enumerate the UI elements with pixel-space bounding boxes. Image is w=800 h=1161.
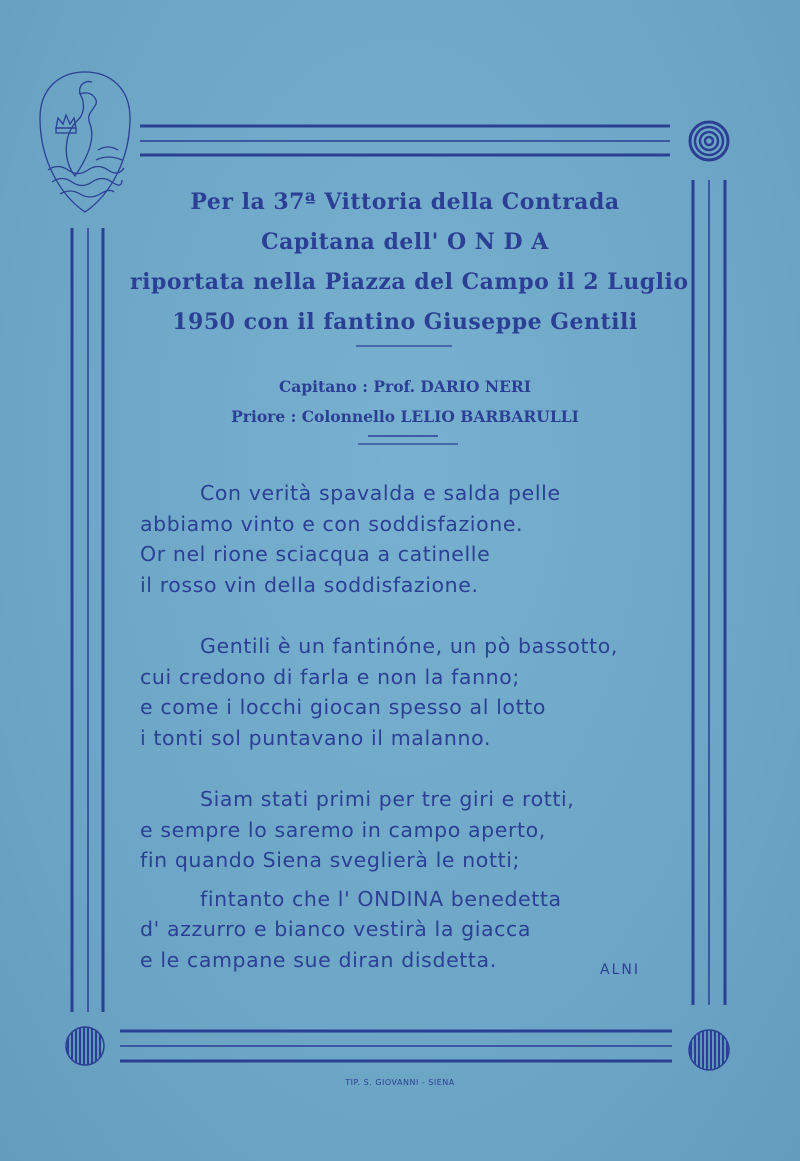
poem-signature: ALNI bbox=[600, 962, 640, 978]
officials-separator bbox=[358, 436, 458, 444]
poem-stanza-2 bbox=[140, 631, 680, 753]
poem-line: e sempre lo saremo in campo aperto, bbox=[140, 817, 546, 842]
poem-line: i tonti sol puntavano il malanno. bbox=[140, 725, 491, 750]
rosette-top-right-icon bbox=[690, 122, 728, 160]
poem-line: e come i locchi giocan spesso al lotto bbox=[140, 695, 546, 719]
poem-line: Siam stati primi per tre giri e rotti, bbox=[200, 787, 575, 811]
prior-line: Priore : Colonnello LELIO BARBARULLI bbox=[231, 407, 579, 426]
poem-line: Or nel rione sciacqua a catinelle bbox=[140, 542, 491, 566]
poem-line: Con verità spavalda e salda pelle bbox=[200, 481, 561, 505]
poem-line: d' azzurro e bianco vestirà la giacca bbox=[140, 917, 532, 941]
right-rules bbox=[693, 180, 725, 1005]
poem-line: abbiamo vinto e con soddisfazione. bbox=[140, 511, 524, 536]
contrada-onda-crest-icon bbox=[40, 72, 130, 212]
striped-disc-bottom-right-icon bbox=[689, 1024, 729, 1076]
poem-stanza-3 bbox=[140, 784, 680, 876]
poem bbox=[140, 478, 680, 1006]
striped-disc-bottom-left-icon bbox=[66, 1020, 104, 1072]
heading-line: Capitana dell' O N D A bbox=[261, 229, 549, 255]
poem-line: Gentili è un fantinóne, un pò bassotto, bbox=[200, 634, 619, 658]
poem-stanza-1 bbox=[140, 478, 680, 600]
bottom-rules bbox=[120, 1031, 672, 1061]
left-rules bbox=[72, 228, 103, 1012]
poem-line: cui credono di farla e non la fanno; bbox=[140, 664, 520, 689]
poem-line: fin quando Siena sveglierà le notti; bbox=[140, 848, 521, 872]
heading-line: Per la 37ª Vittoria della Contrada bbox=[190, 189, 620, 215]
captain-line: Capitano : Prof. DARIO NERI bbox=[278, 377, 532, 396]
heading-line: 1950 con il fantino Giuseppe Gentili bbox=[172, 309, 638, 335]
poem-line: il rosso vin della soddisfazione. bbox=[140, 572, 479, 597]
heading-line: riportata nella Piazza del Campo il 2 Luglio bbox=[130, 269, 689, 295]
contrada-officials bbox=[130, 372, 680, 432]
poem-line: fintanto che l' ONDINA benedetta bbox=[200, 886, 562, 911]
poem-line: e le campane sue diran disdetta. bbox=[140, 947, 497, 972]
dedication-heading bbox=[130, 182, 689, 342]
printer-imprint: TIP. S. GIOVANNI - SIENA bbox=[345, 1078, 455, 1087]
top-rules bbox=[140, 126, 670, 155]
